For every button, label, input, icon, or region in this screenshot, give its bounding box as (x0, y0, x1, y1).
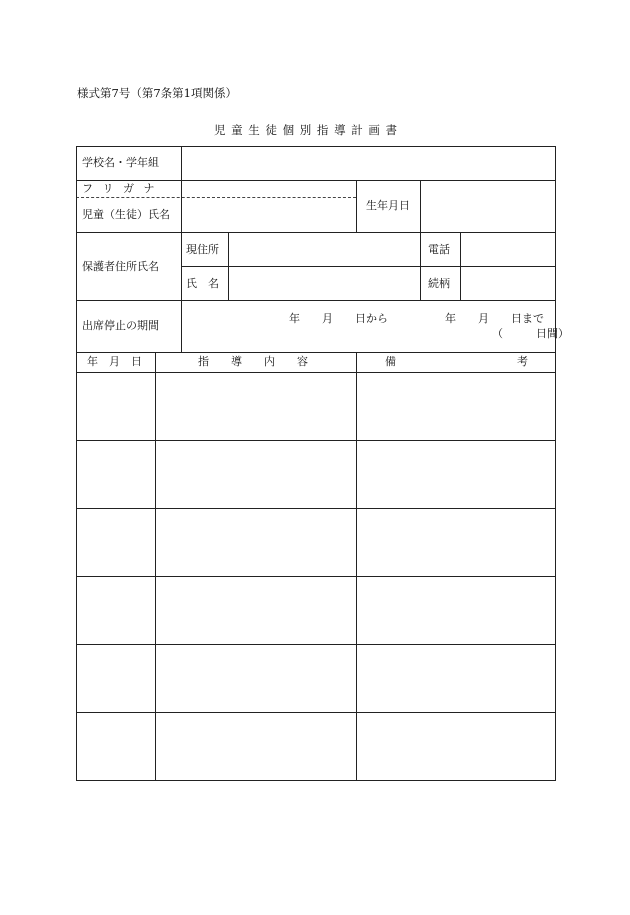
period-days-text: （ 日間） (492, 327, 569, 340)
birthdate-label: 生年月日 (366, 199, 410, 212)
furigana-field[interactable] (182, 181, 356, 197)
notes-column-header-1: 備 (385, 355, 396, 368)
date-column-header: 年 月 日 (87, 355, 142, 368)
table-row[interactable] (77, 713, 555, 780)
address-label: 現住所 (186, 243, 219, 256)
table-row[interactable] (77, 509, 555, 576)
guardian-label: 保護者住所氏名 (82, 260, 159, 273)
notes-column-header-2: 考 (517, 355, 528, 368)
guidance-column-header: 指 導 内 容 (198, 355, 308, 368)
school-class-field[interactable] (182, 147, 555, 180)
address-field[interactable] (229, 233, 420, 266)
table-row[interactable] (77, 441, 555, 508)
form-number: 様式第7号（第7条第1項関係） (77, 86, 237, 100)
phone-field[interactable] (461, 233, 555, 266)
furigana-label: フ リ ガ ナ (82, 182, 158, 195)
relation-field[interactable] (461, 267, 555, 300)
phone-label: 電話 (428, 243, 450, 256)
guardian-name-label: 氏 名 (186, 277, 219, 290)
school-class-label: 学校名・学年組 (82, 156, 159, 169)
birthdate-field[interactable] (421, 181, 555, 232)
form-title: 児 童 生 徒 個 別 指 導 計 画 書 (214, 123, 399, 137)
guardian-name-field[interactable] (229, 267, 420, 300)
table-row[interactable] (77, 645, 555, 712)
table-row[interactable] (77, 373, 555, 440)
guidance-record-table (77, 373, 555, 780)
period-end-text: 年 月 日まで (445, 312, 544, 325)
period-start-text: 年 月 日から (289, 312, 388, 325)
table-row[interactable] (77, 577, 555, 644)
suspension-period-label: 出席停止の期間 (82, 319, 159, 332)
relation-label: 続柄 (428, 277, 450, 290)
student-name-field[interactable] (182, 198, 356, 232)
student-name-label: 児童（生徒）氏名 (82, 208, 170, 221)
